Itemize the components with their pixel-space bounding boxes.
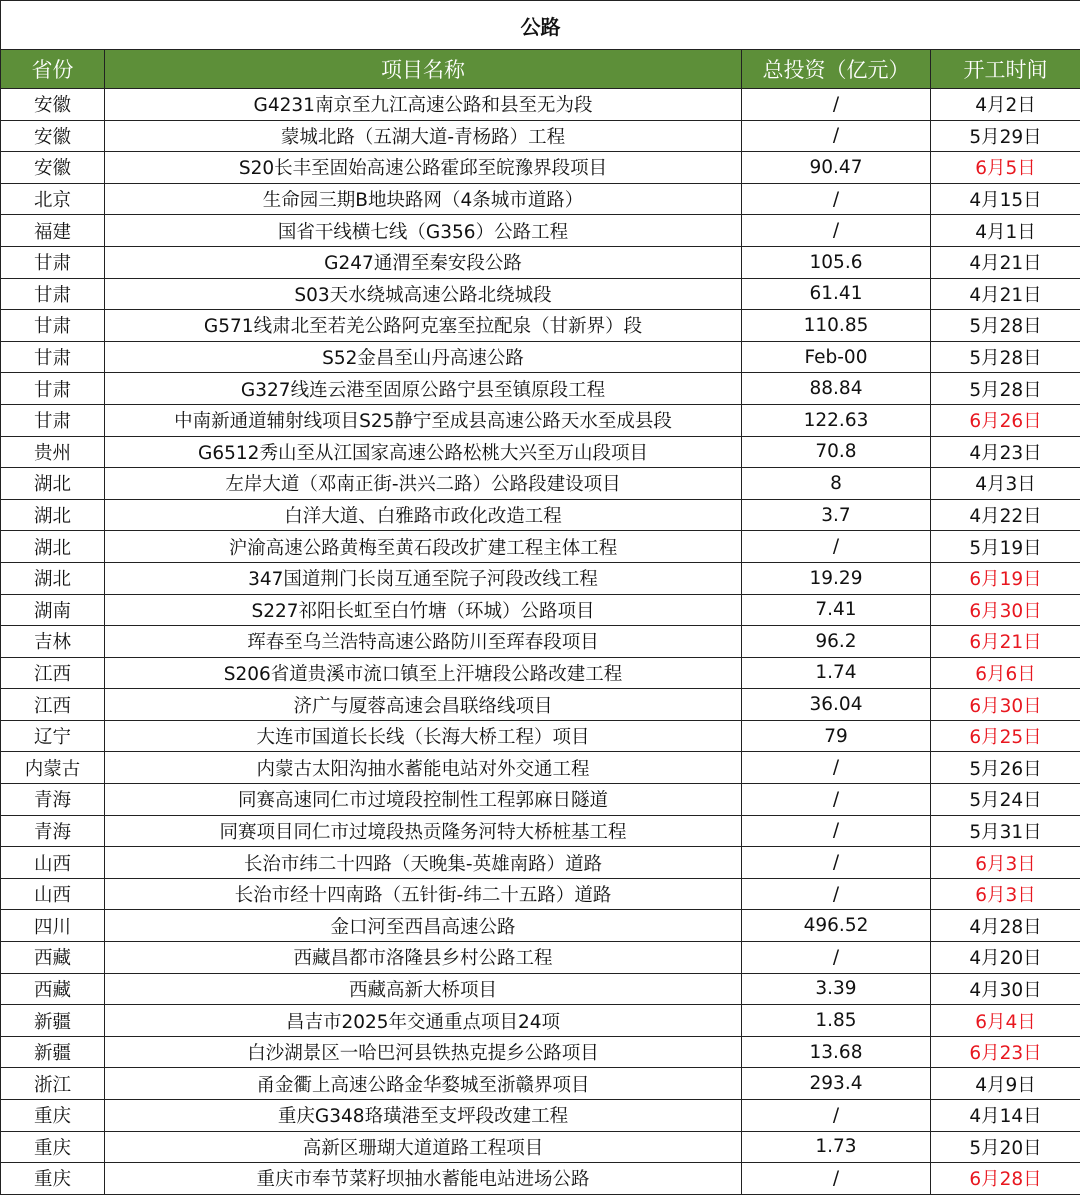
- cell-start-date: 6月30日: [931, 594, 1080, 626]
- table-row: [1, 183, 1080, 215]
- cell-province: 浙江: [1, 1068, 105, 1100]
- cell-investment: 1.73: [742, 1131, 931, 1163]
- table-row: [1, 657, 1080, 689]
- cell-province: 湖北: [1, 531, 105, 563]
- cell-project-name: 长治市经十四南路（五针街-纬二十五路）道路: [105, 878, 742, 910]
- table-row: [1, 594, 1080, 626]
- cell-investment: /: [742, 1163, 931, 1195]
- table-row: [1, 878, 1080, 910]
- table-row: [1, 278, 1080, 310]
- cell-start-date: 6月26日: [931, 404, 1080, 436]
- table-row: [1, 847, 1080, 879]
- cell-investment: 36.04: [742, 689, 931, 721]
- table-row: [1, 1036, 1080, 1068]
- table-row: [1, 720, 1080, 752]
- cell-project-name: 重庆G348珞璜港至支坪段改建工程: [105, 1100, 742, 1132]
- table-row: [1, 1131, 1080, 1163]
- cell-investment: 110.85: [742, 310, 931, 342]
- cell-province: 湖北: [1, 562, 105, 594]
- cell-project-name: 蒙城北路（五湖大道-青杨路）工程: [105, 120, 742, 152]
- cell-start-date: 5月31日: [931, 815, 1080, 847]
- table-row: [1, 1005, 1080, 1037]
- title-row: [1, 1, 1080, 50]
- table-row: [1, 1100, 1080, 1132]
- cell-investment: 496.52: [742, 910, 931, 942]
- cell-start-date: 4月21日: [931, 278, 1080, 310]
- cell-investment: 8: [742, 468, 931, 500]
- cell-project-name: G4231南京至九江高速公路和县至无为段: [105, 89, 742, 121]
- cell-start-date: 4月15日: [931, 183, 1080, 215]
- cell-province: 山西: [1, 847, 105, 879]
- cell-province: 福建: [1, 215, 105, 247]
- cell-investment: /: [742, 847, 931, 879]
- cell-start-date: 6月21日: [931, 626, 1080, 658]
- cell-project-name: 甬金衢上高速公路金华婺城至浙赣界项目: [105, 1068, 742, 1100]
- cell-province: 湖北: [1, 468, 105, 500]
- cell-investment: 105.6: [742, 246, 931, 278]
- cell-start-date: 4月21日: [931, 246, 1080, 278]
- header-investment: 总投资（亿元）: [742, 50, 931, 89]
- cell-project-name: 白洋大道、白雅路市政化改造工程: [105, 499, 742, 531]
- cell-project-name: 同赛项目同仁市过境段热贡隆务河特大桥桩基工程: [105, 815, 742, 847]
- cell-start-date: 5月28日: [931, 341, 1080, 373]
- table-title: 公路: [1, 1, 1080, 50]
- cell-province: 甘肃: [1, 246, 105, 278]
- cell-investment: 3.39: [742, 973, 931, 1005]
- cell-investment: 79: [742, 720, 931, 752]
- cell-investment: 293.4: [742, 1068, 931, 1100]
- cell-investment: /: [742, 878, 931, 910]
- cell-province: 湖南: [1, 594, 105, 626]
- table-row: [1, 246, 1080, 278]
- table-row: [1, 215, 1080, 247]
- table-row: [1, 942, 1080, 974]
- cell-investment: 3.7: [742, 499, 931, 531]
- cell-province: 西藏: [1, 973, 105, 1005]
- cell-province: 青海: [1, 784, 105, 816]
- cell-start-date: 4月3日: [931, 468, 1080, 500]
- cell-province: 四川: [1, 910, 105, 942]
- cell-start-date: 6月25日: [931, 720, 1080, 752]
- cell-investment: /: [742, 120, 931, 152]
- cell-province: 甘肃: [1, 404, 105, 436]
- cell-province: 北京: [1, 183, 105, 215]
- table-row: [1, 341, 1080, 373]
- cell-province: 贵州: [1, 436, 105, 468]
- cell-start-date: 6月5日: [931, 152, 1080, 184]
- cell-start-date: 6月28日: [931, 1163, 1080, 1195]
- table-row: [1, 973, 1080, 1005]
- cell-project-name: 中南新通道辅射线项目S25静宁至成县高速公路天水至成县段: [105, 404, 742, 436]
- cell-province: 新疆: [1, 1036, 105, 1068]
- cell-investment: /: [742, 752, 931, 784]
- cell-project-name: S20长丰至固始高速公路霍邱至皖豫界段项目: [105, 152, 742, 184]
- cell-investment: /: [742, 89, 931, 121]
- cell-investment: 7.41: [742, 594, 931, 626]
- cell-start-date: 6月30日: [931, 689, 1080, 721]
- cell-start-date: 5月26日: [931, 752, 1080, 784]
- cell-province: 甘肃: [1, 278, 105, 310]
- cell-project-name: 347国道荆门长岗互通至院子河段改线工程: [105, 562, 742, 594]
- cell-start-date: 4月22日: [931, 499, 1080, 531]
- cell-project-name: S03天水绕城高速公路北绕城段: [105, 278, 742, 310]
- cell-investment: 19.29: [742, 562, 931, 594]
- cell-province: 辽宁: [1, 720, 105, 752]
- cell-start-date: 4月30日: [931, 973, 1080, 1005]
- cell-project-name: 金口河至西昌高速公路: [105, 910, 742, 942]
- cell-province: 重庆: [1, 1163, 105, 1195]
- cell-project-name: G327线连云港至固原公路宁县至镇原段工程: [105, 373, 742, 405]
- cell-start-date: 4月14日: [931, 1100, 1080, 1132]
- cell-start-date: 4月2日: [931, 89, 1080, 121]
- table-body: [1, 89, 1080, 1195]
- cell-province: 甘肃: [1, 310, 105, 342]
- cell-investment: /: [742, 1100, 931, 1132]
- table-row: [1, 910, 1080, 942]
- table-row: [1, 499, 1080, 531]
- cell-project-name: 白沙湖景区一哈巴河县铁热克提乡公路项目: [105, 1036, 742, 1068]
- table-row: [1, 120, 1080, 152]
- cell-start-date: 6月3日: [931, 878, 1080, 910]
- cell-start-date: 6月6日: [931, 657, 1080, 689]
- cell-project-name: 左岸大道（邓南正街-洪兴二路）公路段建设项目: [105, 468, 742, 500]
- table-row: [1, 784, 1080, 816]
- cell-investment: 1.85: [742, 1005, 931, 1037]
- cell-project-name: 昌吉市2025年交通重点项目24项: [105, 1005, 742, 1037]
- cell-investment: /: [742, 183, 931, 215]
- cell-project-name: 珲春至乌兰浩特高速公路防川至珲春段项目: [105, 626, 742, 658]
- cell-start-date: 4月23日: [931, 436, 1080, 468]
- cell-investment: 96.2: [742, 626, 931, 658]
- table-row: [1, 531, 1080, 563]
- cell-province: 新疆: [1, 1005, 105, 1037]
- table-row: [1, 815, 1080, 847]
- cell-start-date: 4月20日: [931, 942, 1080, 974]
- cell-project-name: S52金昌至山丹高速公路: [105, 341, 742, 373]
- table-row: [1, 752, 1080, 784]
- cell-start-date: 6月4日: [931, 1005, 1080, 1037]
- cell-province: 山西: [1, 878, 105, 910]
- cell-project-name: 同赛高速同仁市过境段控制性工程郭麻日隧道: [105, 784, 742, 816]
- cell-start-date: 5月28日: [931, 373, 1080, 405]
- cell-investment: /: [742, 531, 931, 563]
- cell-start-date: 5月28日: [931, 310, 1080, 342]
- cell-investment: 70.8: [742, 436, 931, 468]
- table-row: [1, 310, 1080, 342]
- cell-province: 吉林: [1, 626, 105, 658]
- table-row: [1, 152, 1080, 184]
- cell-province: 重庆: [1, 1131, 105, 1163]
- cell-province: 安徽: [1, 89, 105, 121]
- cell-province: 甘肃: [1, 341, 105, 373]
- cell-start-date: 6月23日: [931, 1036, 1080, 1068]
- cell-investment: 1.74: [742, 657, 931, 689]
- cell-investment: 88.84: [742, 373, 931, 405]
- header-start-date: 开工时间: [931, 50, 1080, 89]
- table-row: [1, 436, 1080, 468]
- cell-province: 甘肃: [1, 373, 105, 405]
- cell-start-date: 4月28日: [931, 910, 1080, 942]
- cell-project-name: 国省干线横七线（G356）公路工程: [105, 215, 742, 247]
- cell-investment: /: [742, 215, 931, 247]
- table-row: [1, 689, 1080, 721]
- cell-province: 安徽: [1, 120, 105, 152]
- cell-province: 江西: [1, 689, 105, 721]
- cell-start-date: 5月20日: [931, 1131, 1080, 1163]
- header-province: 省份: [1, 50, 105, 89]
- cell-province: 内蒙古: [1, 752, 105, 784]
- cell-start-date: 5月19日: [931, 531, 1080, 563]
- cell-province: 重庆: [1, 1100, 105, 1132]
- cell-investment: /: [742, 942, 931, 974]
- cell-start-date: 6月3日: [931, 847, 1080, 879]
- table-row: [1, 562, 1080, 594]
- cell-province: 湖北: [1, 499, 105, 531]
- cell-project-name: 生命园三期B地块路网（4条城市道路）: [105, 183, 742, 215]
- cell-project-name: G247通渭至秦安段公路: [105, 246, 742, 278]
- cell-project-name: 济广与厦蓉高速会昌联络线项目: [105, 689, 742, 721]
- cell-province: 江西: [1, 657, 105, 689]
- cell-project-name: S227祁阳长虹至白竹塘（环城）公路项目: [105, 594, 742, 626]
- cell-project-name: 长治市纬二十四路（天晚集-英雄南路）道路: [105, 847, 742, 879]
- cell-project-name: 高新区珊瑚大道道路工程项目: [105, 1131, 742, 1163]
- table-row: [1, 373, 1080, 405]
- table-row: [1, 89, 1080, 121]
- cell-project-name: S206省道贵溪市流口镇至上汗塘段公路改建工程: [105, 657, 742, 689]
- cell-investment: Feb-00: [742, 341, 931, 373]
- cell-project-name: G6512秀山至从江国家高速公路松桃大兴至万山段项目: [105, 436, 742, 468]
- cell-project-name: G571线肃北至若羌公路阿克塞至拉配泉（甘新界）段: [105, 310, 742, 342]
- table-row: [1, 468, 1080, 500]
- cell-investment: /: [742, 815, 931, 847]
- cell-project-name: 重庆市奉节菜籽坝抽水蓄能电站进场公路: [105, 1163, 742, 1195]
- cell-investment: 13.68: [742, 1036, 931, 1068]
- cell-investment: /: [742, 784, 931, 816]
- cell-project-name: 大连市国道长长线（长海大桥工程）项目: [105, 720, 742, 752]
- cell-start-date: 5月24日: [931, 784, 1080, 816]
- cell-investment: 90.47: [742, 152, 931, 184]
- header-project-name: 项目名称: [105, 50, 742, 89]
- cell-project-name: 西藏高新大桥项目: [105, 973, 742, 1005]
- table-row: [1, 1163, 1080, 1195]
- cell-project-name: 西藏昌都市洛隆县乡村公路工程: [105, 942, 742, 974]
- cell-start-date: 5月29日: [931, 120, 1080, 152]
- cell-province: 青海: [1, 815, 105, 847]
- cell-project-name: 沪渝高速公路黄梅至黄石段改扩建工程主体工程: [105, 531, 742, 563]
- cell-start-date: 4月9日: [931, 1068, 1080, 1100]
- cell-start-date: 4月1日: [931, 215, 1080, 247]
- table-row: [1, 626, 1080, 658]
- cell-investment: 122.63: [742, 404, 931, 436]
- table-row: [1, 1068, 1080, 1100]
- cell-province: 安徽: [1, 152, 105, 184]
- cell-province: 西藏: [1, 942, 105, 974]
- header-row: [1, 50, 1080, 89]
- cell-project-name: 内蒙古太阳沟抽水蓄能电站对外交通工程: [105, 752, 742, 784]
- table-row: [1, 404, 1080, 436]
- cell-start-date: 6月19日: [931, 562, 1080, 594]
- cell-investment: 61.41: [742, 278, 931, 310]
